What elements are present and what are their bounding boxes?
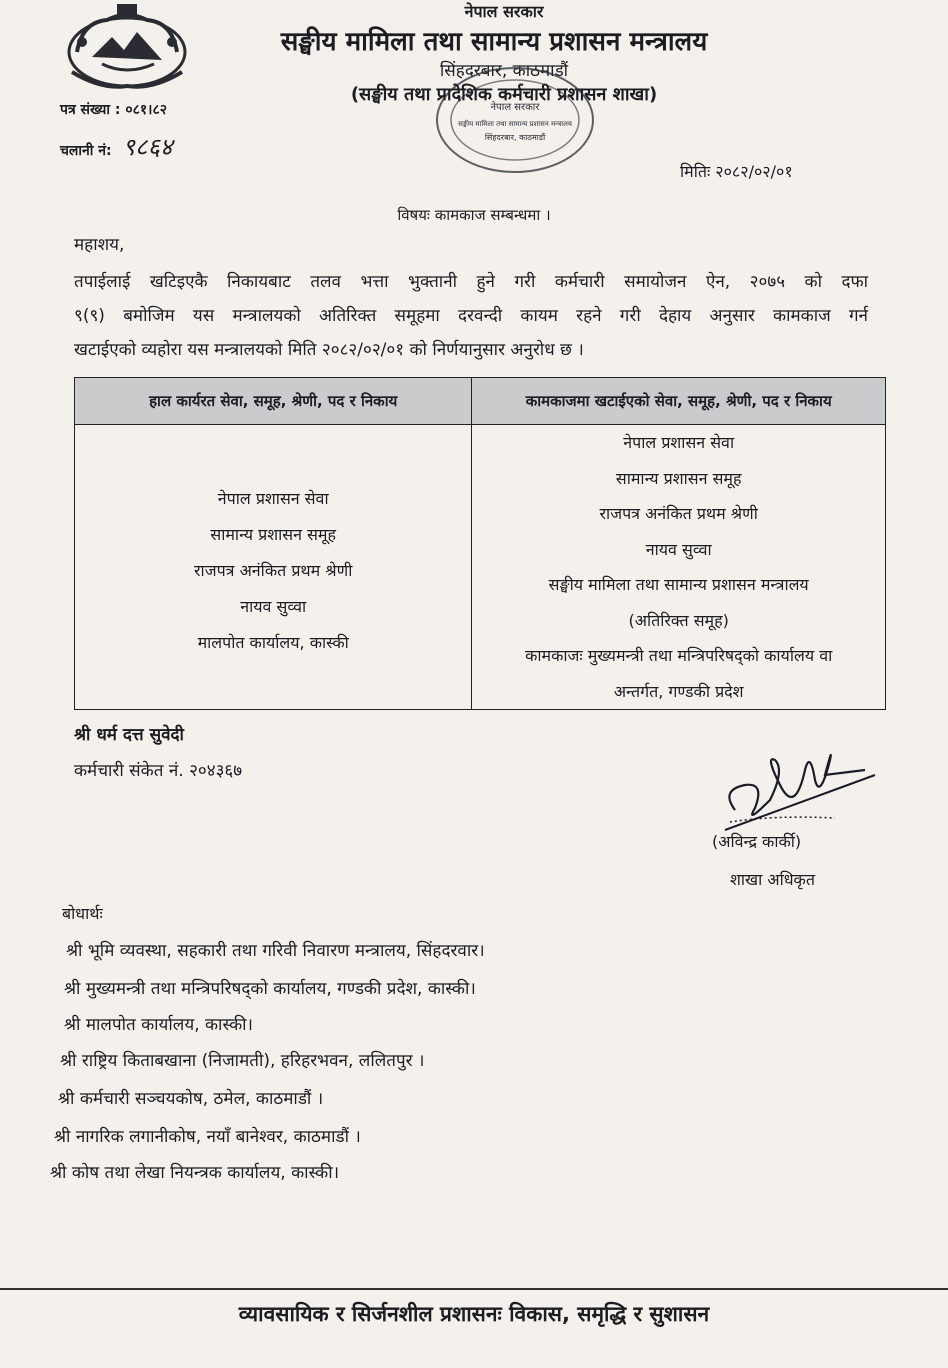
cc-item: श्री नागरिक लगानीकोष, नयाँ बानेश्वर, काठमाडौं । bbox=[54, 1127, 361, 1147]
assigned-service: नेपाल प्रशासन सेवा bbox=[623, 433, 735, 452]
cc-item: श्री मुख्यमन्त्री तथा मन्त्रिपरिषद्को कार्यालय, गण्डकी प्रदेश, कास्की। bbox=[64, 979, 476, 999]
letter-number-value: ०८१।८२ bbox=[125, 102, 168, 118]
ministry-title: सङ्घीय मामिला तथा सामान्य प्रशासन मन्त्रालय bbox=[280, 27, 708, 57]
cc-item: श्री कोष तथा लेखा नियन्त्रक कार्यालय, कास्की। bbox=[50, 1163, 340, 1183]
government-title: नेपाल सरकार bbox=[464, 2, 544, 21]
letter-number bbox=[60, 100, 167, 119]
letter-body bbox=[74, 265, 868, 367]
letter-date: मितिः २०८२/०२/०१ bbox=[680, 162, 793, 181]
table-header-current: हाल कार्यरत सेवा, समूह, श्रेणी, पद र निकाय bbox=[75, 378, 472, 425]
signature bbox=[715, 730, 880, 840]
letter-subject: विषयः कामकाज सम्बन्धमा । bbox=[397, 206, 551, 224]
current-position-cell bbox=[75, 425, 472, 710]
stamp-line-3: सिंहदरबार, काठमाडौं bbox=[484, 133, 546, 142]
branch-title: (सङ्घीय तथा प्रादेशिक कर्मचारी प्रशासन शाखा) bbox=[350, 84, 658, 105]
current-class: राजपत्र अनंकित प्रथम श्रेणी bbox=[194, 561, 353, 580]
body-line-1: तपाईलाई खटिइएकै निकायबाट तलव भत्ता भुक्तानी हुने गरी कर्मचारी समायोजन ऐन, २०७५ को दफा bbox=[74, 272, 868, 292]
assigned-work-office: कामकाजः मुख्यमन्त्री तथा मन्त्रिपरिषद्को कार्यालय वा bbox=[525, 646, 833, 665]
letter-number-label: पत्र संख्या : bbox=[60, 102, 121, 118]
footer-divider bbox=[0, 1288, 948, 1290]
current-group: सामान्य प्रशासन समूह bbox=[210, 525, 336, 544]
assigned-ministry: सङ्घीय मामिला तथा सामान्य प्रशासन मन्त्रालय bbox=[548, 575, 809, 594]
current-post: नायव सुव्वा bbox=[240, 597, 307, 616]
assigned-province: अन्तर्गत, गण्डकी प्रदेश bbox=[613, 681, 744, 701]
employee-code: कर्मचारी संकेत नं. २०४३६७ bbox=[74, 761, 243, 781]
dispatch-number bbox=[60, 130, 172, 163]
footer-motto: व्यावसायिक र सिर्जनशील प्रशासनः विकास, समृद्धि र सुशासन bbox=[238, 1302, 710, 1326]
cc-item: श्री भूमि व्यवस्था, सहकारी तथा गरिवी निवारण मन्त्रालय, सिंहदरवार। bbox=[66, 941, 485, 961]
dispatch-number-value: ९८६४ bbox=[122, 133, 173, 161]
assigned-class: राजपत्र अनंकित प्रथम श्रेणी bbox=[599, 504, 758, 523]
ministry-location: सिंहदरबार, काठमाडौं bbox=[439, 61, 569, 81]
cc-label: बोधार्थः bbox=[62, 904, 103, 923]
assigned-post: नायव सुव्वा bbox=[645, 539, 712, 559]
officer-title: शाखा अधिकृत bbox=[730, 870, 815, 889]
cc-item: श्री राष्ट्रिय किताबखाना (निजामती), हरिहरभवन, ललितपुर । bbox=[60, 1051, 425, 1071]
stamp-line-2: सङ्घीय मामिला तथा सामान्य प्रशासन मन्त्रालय bbox=[458, 120, 572, 128]
assigned-position-cell bbox=[472, 425, 886, 710]
stamp-line-1: नेपाल सरकार bbox=[490, 102, 540, 113]
cc-item: श्री मालपोत कार्यालय, कास्की। bbox=[64, 1015, 253, 1035]
table-header-assigned: कामकाजमा खटाईएको सेवा, समूह, श्रेणी, पद र निकाय bbox=[472, 378, 886, 425]
cc-item: श्री कर्मचारी सञ्चयकोष, ठमेल, काठमाडौं । bbox=[58, 1089, 324, 1109]
official-stamp bbox=[430, 60, 600, 180]
recipient-name: श्री धर्म दत्त सुवेदी bbox=[74, 725, 184, 745]
assignment-table bbox=[74, 377, 886, 710]
body-line-2: ९(९) बमोजिम यस मन्त्रालयको अतिरिक्त समूहमा दरवन्दी कायम रहने गरी देहाय अनुसार कामकाज गर्न bbox=[74, 306, 868, 326]
body-line-3: खटाईएको व्यहोरा यस मन्त्रालयको मिति २०८२/०२/०१ को निर्णयानुसार अनुरोध छ । bbox=[74, 340, 584, 360]
assigned-extra-group: (अतिरिक्त समूह) bbox=[628, 610, 729, 630]
current-office: मालपोत कार्यालय, कास्की bbox=[197, 633, 349, 652]
officer-name: (अविन्द्र कार्की) bbox=[712, 832, 802, 851]
salutation: महाशय, bbox=[74, 235, 125, 255]
dispatch-number-label: चलानी नं: bbox=[60, 143, 112, 159]
assigned-group: सामान्य प्रशासन समूह bbox=[615, 468, 742, 488]
current-service: नेपाल प्रशासन सेवा bbox=[217, 489, 329, 508]
